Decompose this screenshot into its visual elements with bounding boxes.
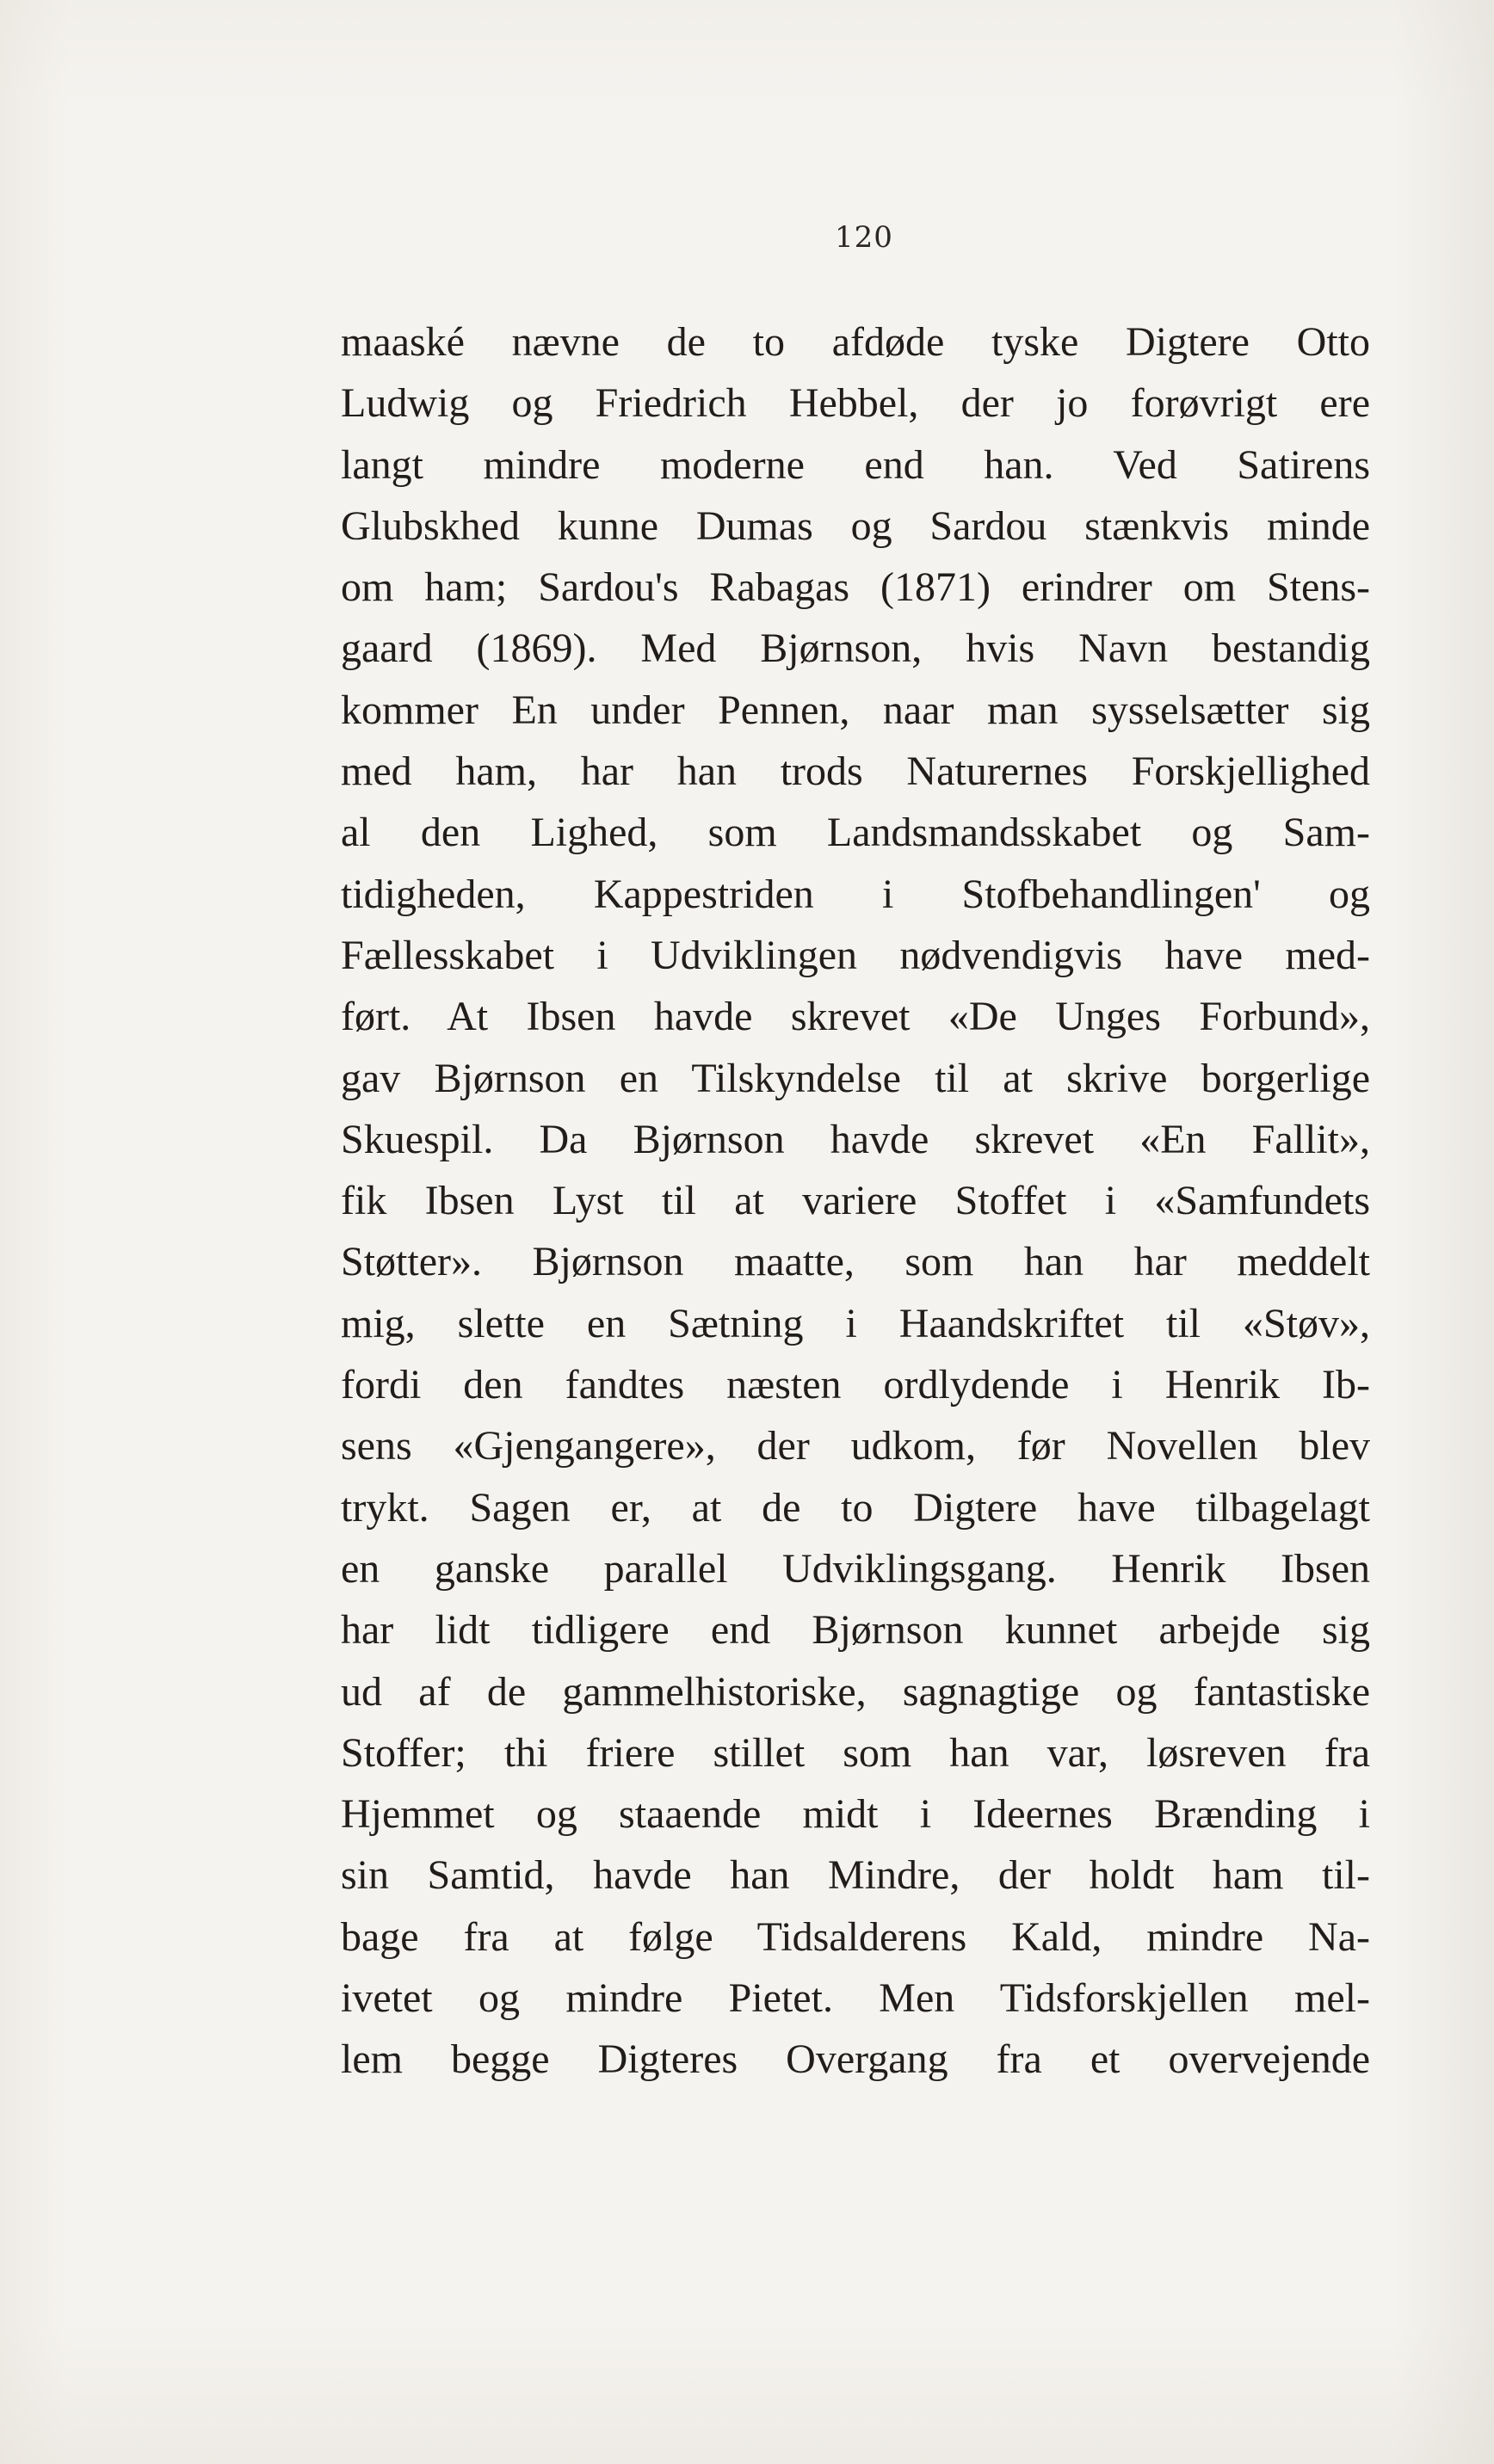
text-line: ført. At Ibsen havde skrevet «De Unges Forbund», <box>341 994 1370 1040</box>
text-line: gaard (1869). Med Bjørnson, hvis Navn bestandig <box>341 625 1370 672</box>
body-text <box>341 311 1370 2091</box>
text-line: med ham, har han trods Naturernes Forskjellighed <box>341 748 1370 795</box>
text-line: mig, slette en Sætning i Haandskriftet til «Støv», <box>341 1300 1370 1346</box>
text-line: langt mindre moderne end han. Ved Satirens <box>341 441 1370 488</box>
text-line: Skuespil. Da Bjørnson havde skrevet «En Fallit», <box>341 1116 1370 1162</box>
page-number: 120 <box>835 220 893 255</box>
text-line: sin Samtid, havde han Mindre, der holdt ham til- <box>341 1852 1370 1899</box>
text-line: ivetet og mindre Pietet. Men Tidsforskjellen mel- <box>341 1975 1370 2022</box>
text-line: trykt. Sagen er, at de to Digtere have tilbagelagt <box>341 1484 1370 1531</box>
text-line: gav Bjørnson en Tilskyndelse til at skrive borgerlige <box>341 1055 1370 1101</box>
text-line: Ludwig og Friedrich Hebbel, der jo forøvrigt ere <box>341 380 1370 427</box>
text-line: Glubskhed kunne Dumas og Sardou stænkvis minde <box>341 502 1370 549</box>
text-line: tidigheden, Kappestriden i Stofbehandlingen' og <box>341 871 1370 917</box>
text-line: Fællesskabet i Udviklingen nødvendigvis have med- <box>341 932 1370 978</box>
text-line: Støtter». Bjørnson maatte, som han har meddelt <box>341 1239 1370 1285</box>
text-line: lem begge Digteres Overgang fra et overvejende <box>341 2036 1370 2083</box>
text-line: fordi den fandtes næsten ordlydende i Henrik Ib- <box>341 1362 1370 1408</box>
text-line: maaské nævne de to afdøde tyske Digtere Otto <box>341 319 1370 365</box>
text-line: al den Lighed, som Landsmandsskabet og Sam- <box>341 810 1370 856</box>
text-line: kommer En under Pennen, naar man sysselsætter sig <box>341 687 1370 733</box>
text-line: ud af de gammelhistoriske, sagnagtige og fantastiske <box>341 1668 1370 1715</box>
text-line: Hjemmet og staaende midt i Ideernes Brænding i <box>341 1791 1370 1838</box>
text-line: fik Ibsen Lyst til at variere Stoffet i «Samfundets <box>341 1178 1370 1224</box>
text-line: en ganske parallel Udviklingsgang. Henrik Ibsen <box>341 1545 1370 1592</box>
text-line: bage fra at følge Tidsalderens Kald, mindre Na- <box>341 1913 1370 1960</box>
text-line: Stoffer; thi friere stillet som han var, løsreven fra <box>341 1729 1370 1776</box>
text-line: har lidt tidligere end Bjørnson kunnet arbejde sig <box>341 1607 1370 1654</box>
text-line: sens «Gjengangere», der udkom, før Novellen blev <box>341 1423 1370 1469</box>
text-line: om ham; Sardou's Rabagas (1871) erindrer om Stens- <box>341 564 1370 611</box>
